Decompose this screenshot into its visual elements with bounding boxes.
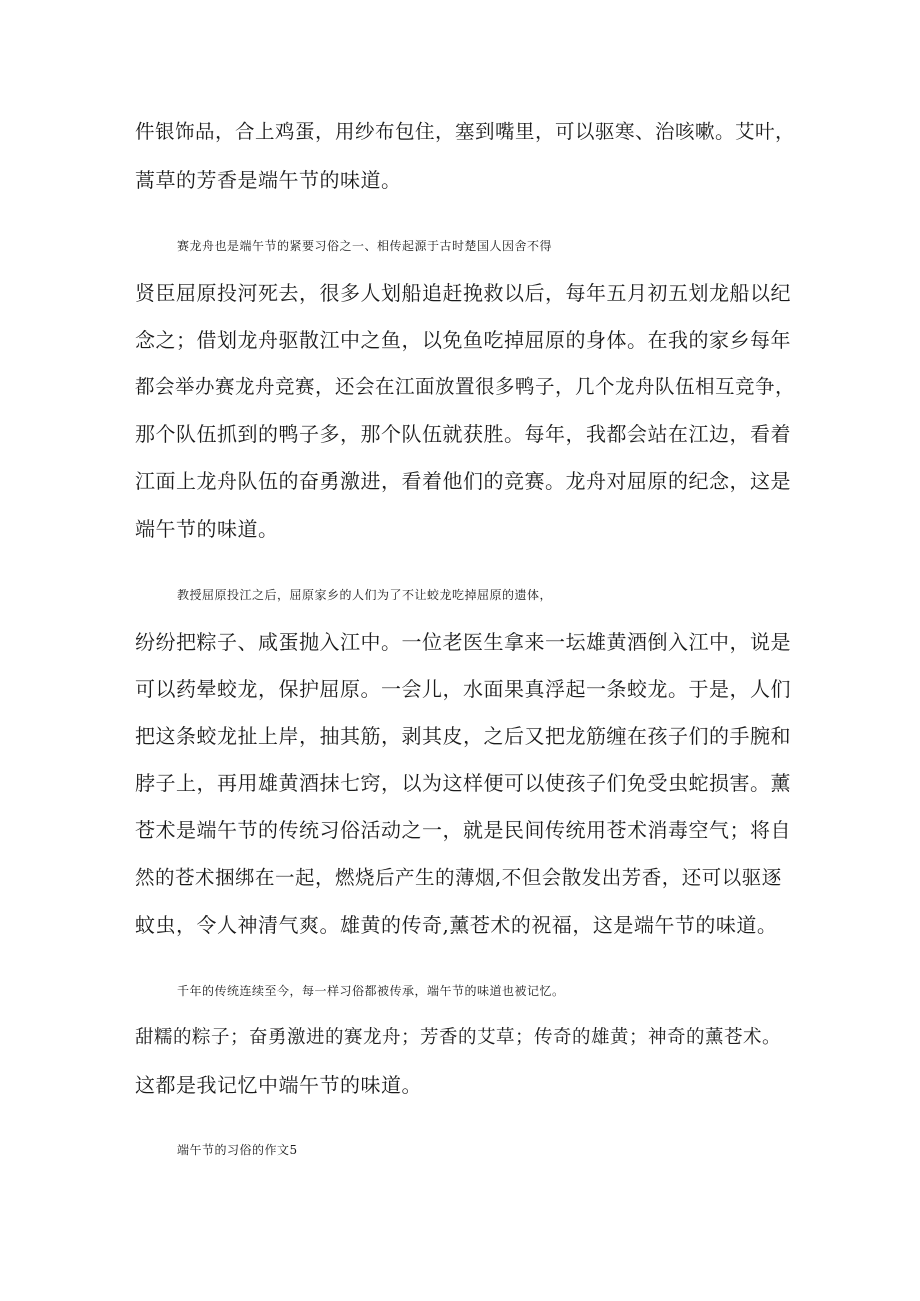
paragraph-2-line-7: 端午节的味道。 bbox=[135, 517, 279, 541]
paragraph-4-line-3: 这都是我记忆中端午节的味道。 bbox=[135, 1073, 422, 1097]
paragraph-2-line-1: 赛龙舟也是端午节的紧要习俗之一、相传起源于古时楚国人因舍不得 bbox=[177, 239, 553, 253]
paragraph-3-line-3: 可以药晕蛟龙，保护屈原。一会儿，水面果真浮起一条蛟龙。于是，人们 bbox=[135, 677, 791, 701]
paragraph-4-line-2: 甜糯的粽子；奋勇激进的赛龙舟；芳香的艾草；传奇的雄黄；神奇的薰苍术。 bbox=[135, 1027, 782, 1048]
paragraph-3-line-5: 脖子上，再用雄黄酒抹七窍，以为这样便可以使孩子们免受虫蛇损害。薰 bbox=[135, 771, 791, 795]
paragraph-4-line-1: 千年的传统连续至今，每一样习俗都被传承，端午节的味道也被记忆。 bbox=[177, 984, 565, 998]
paragraph-2-line-6: 江面上龙舟队伍的奋勇激进，看着他们的竞赛。龙舟对屈原的纪念，这是 bbox=[135, 469, 791, 493]
paragraph-1-line-1: 件银饰品，合上鸡蛋，用纱布包住，塞到嘴里，可以驱寒、治咳嗽。艾叶， bbox=[135, 120, 796, 143]
paragraph-2-line-2: 贤臣屈原投河死去，很多人划船追赶挽救以后，每年五月初五划龙船以纪 bbox=[135, 281, 791, 305]
paragraph-2-line-4: 都会举办赛龙舟竞赛，还会在江面放置很多鸭子，几个龙舟队伍相互竞争， bbox=[135, 375, 796, 398]
paragraph-2-line-3: 念之；借划龙舟驱散江中之鱼，以免鱼吃掉屈原的身体。在我的家乡每年 bbox=[135, 328, 791, 352]
section-heading: 端午节的习俗的作文5 bbox=[177, 1143, 298, 1157]
paragraph-3-line-4: 把这条蛟龙扯上岸，抽其筋，剥其皮，之后又把龙筋缠在孩子们的手腕和 bbox=[135, 724, 791, 748]
paragraph-3-line-7: 然的苍术捆绑在一起，燃烧后产生的薄烟,不但会散发出芳香，还可以驱逐 bbox=[135, 866, 782, 889]
paragraph-1-line-2: 蒿草的芳香是端午节的味道。 bbox=[135, 168, 402, 192]
paragraph-2-line-5: 那个队伍抓到的鸭子多，那个队伍就获胜。每年，我都会站在江边，看着 bbox=[135, 422, 791, 446]
paragraph-3-line-8: 蚊虫，令人神清气爽。雄黄的传奇,薰苍术的祝福，这是端午节的味道。 bbox=[135, 913, 778, 937]
paragraph-3-line-2: 纷纷把粽子、咸蛋抛入江中。一位老医生拿来一坛雄黄酒倒入江中，说是 bbox=[135, 630, 791, 654]
paragraph-3-line-6: 苍术是端午节的传统习俗活动之一，就是民间传统用苍术消毒空气；将自 bbox=[135, 818, 791, 842]
paragraph-3-line-1: 教授屈原投江之后，屈原家乡的人们为了不让蛟龙吃掉屈原的遗体， bbox=[177, 588, 553, 602]
